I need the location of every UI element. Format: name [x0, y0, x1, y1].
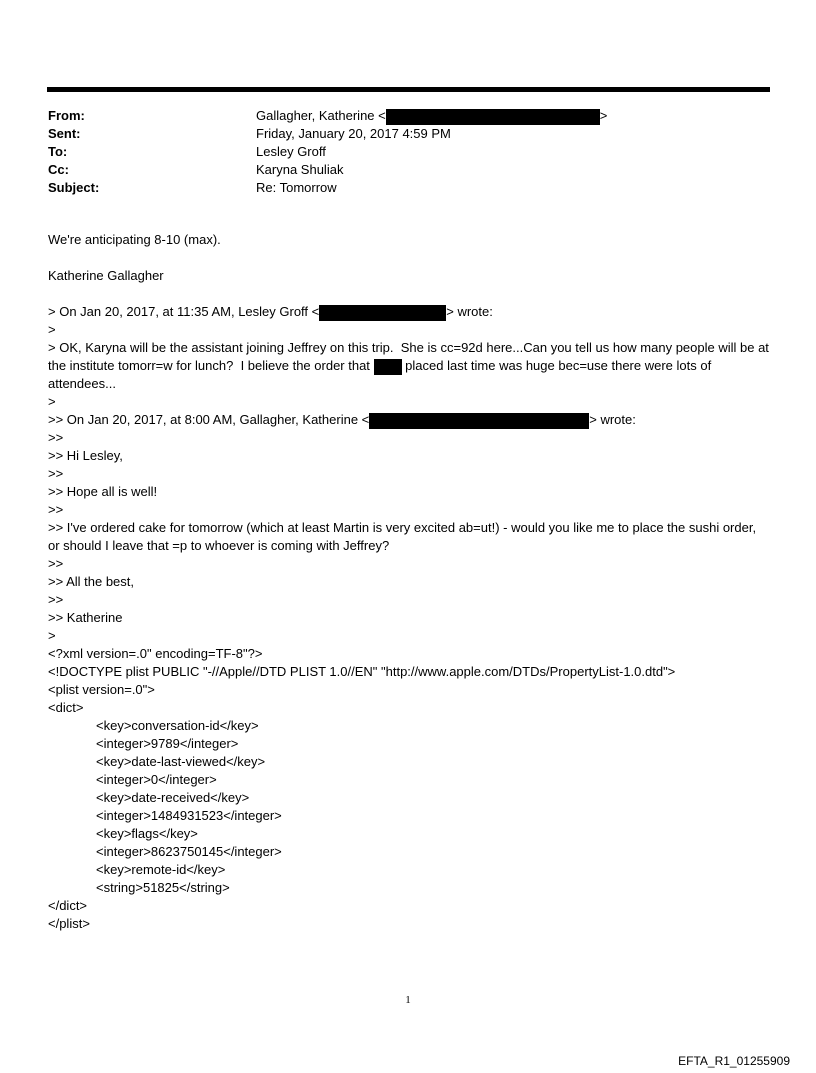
redaction-bar — [319, 305, 446, 321]
plist-entry: <integer>1484931523</integer> — [96, 808, 282, 823]
quote2-suffix: > wrote: — [589, 412, 636, 427]
quote1-prefix: > On Jan 20, 2017, at 11:35 AM, Lesley Groff < — [48, 304, 320, 319]
quote-line: >> — [48, 466, 64, 481]
reply-text: We're anticipating 8-10 (max). — [48, 232, 221, 247]
quote2-header — [48, 411, 770, 429]
quote-line: > — [48, 322, 56, 337]
cc-label: Cc: — [48, 162, 69, 177]
redaction-bar — [374, 359, 402, 375]
quote-line: >> Hi Lesley, — [48, 448, 123, 463]
redaction-bar — [369, 413, 589, 429]
sent-value: Friday, January 20, 2017 4:59 PM — [256, 126, 451, 141]
quote-line: > — [48, 628, 56, 643]
quote1-message — [48, 339, 773, 393]
plist-entry: <key>remote-id</key> — [96, 862, 226, 877]
plist-entry: <key>date-received</key> — [96, 790, 250, 805]
to-row — [48, 143, 748, 161]
spacer — [48, 285, 770, 303]
email-header — [48, 107, 748, 197]
quote-line: >> All the best, — [48, 574, 135, 589]
header-divider-rule — [47, 87, 770, 92]
from-close: > — [599, 108, 608, 123]
to-label: To: — [48, 144, 68, 159]
cc-row — [48, 161, 748, 179]
from-value — [256, 107, 607, 125]
signature: Katherine Gallagher — [48, 268, 164, 283]
plist-entry: <integer>0</integer> — [96, 772, 217, 787]
plist-entry: <key>flags</key> — [96, 826, 198, 841]
quote1-header — [48, 303, 770, 321]
cc-value: Karyna Shuliak — [256, 162, 344, 177]
plist-entry: <key>date-last-viewed</key> — [96, 754, 266, 769]
quote-line: >> Katherine — [48, 610, 123, 625]
email-body — [48, 231, 773, 933]
page-number: 1 — [405, 994, 411, 1006]
quote2-prefix: >> On Jan 20, 2017, at 8:00 AM, Gallagher, Katherine < — [48, 412, 370, 427]
to-value: Lesley Groff — [256, 144, 326, 159]
from-name: Gallagher, Katherine < — [256, 108, 386, 123]
plist-entry: <string>51825</string> — [96, 880, 230, 895]
plist-close-tag: </plist> — [48, 916, 90, 931]
from-label: From: — [48, 108, 85, 123]
subject-label: Subject: — [48, 180, 100, 195]
plist-xml-declaration: <?xml version=.0" encoding=TF-8"?> — [48, 646, 263, 661]
quote-line: >> — [48, 556, 64, 571]
plist-entry: <integer>8623750145</integer> — [96, 844, 282, 859]
quote1-suffix: > wrote: — [446, 304, 493, 319]
quote-line: >> — [48, 430, 64, 445]
plist-open-tag: <plist version=.0"> — [48, 682, 155, 697]
subject-row — [48, 179, 748, 197]
quote-line: > — [48, 394, 56, 409]
dict-open-tag: <dict> — [48, 700, 84, 715]
plist-entry: <integer>9789</integer> — [96, 736, 239, 751]
sent-row — [48, 125, 748, 143]
plist-entry: <key>conversation-id</key> — [96, 718, 259, 733]
plist-doctype: <!DOCTYPE plist PUBLIC "-//Apple//DTD PLIST 1.0//EN" "http://www.apple.com/DTDs/PropertyList-1.0.dtd"> — [48, 664, 676, 679]
quote-line: >> — [48, 592, 64, 607]
from-row — [48, 107, 748, 125]
quote-line: >> — [48, 502, 64, 517]
redaction-bar — [386, 109, 600, 125]
quote1-text-a: > OK, Karyna will be the assistant joining Jeffrey on this trip. She is cc=92d here...Can you tell us how many people will be at the institute tomorr=w for lunch? I believe the order that — [48, 340, 773, 373]
dict-close-tag: </dict> — [48, 898, 88, 913]
quote-line: >> I've ordered cake for tomorrow (which at least Martin is very excited ab=ut!) - would you like me to place the sushi order, or should I leave that =p to whoever is coming with Jeffrey? — [48, 520, 760, 553]
subject-value: Re: Tomorrow — [256, 180, 337, 195]
quote1-text-b: placed last time was huge bec=use there were lots of attendees... — [48, 358, 715, 391]
spacer — [48, 249, 770, 267]
document-id: EFTA_R1_01255909 — [678, 1054, 790, 1068]
quote-line: >> Hope all is well! — [48, 484, 158, 499]
sent-label: Sent: — [48, 126, 81, 141]
